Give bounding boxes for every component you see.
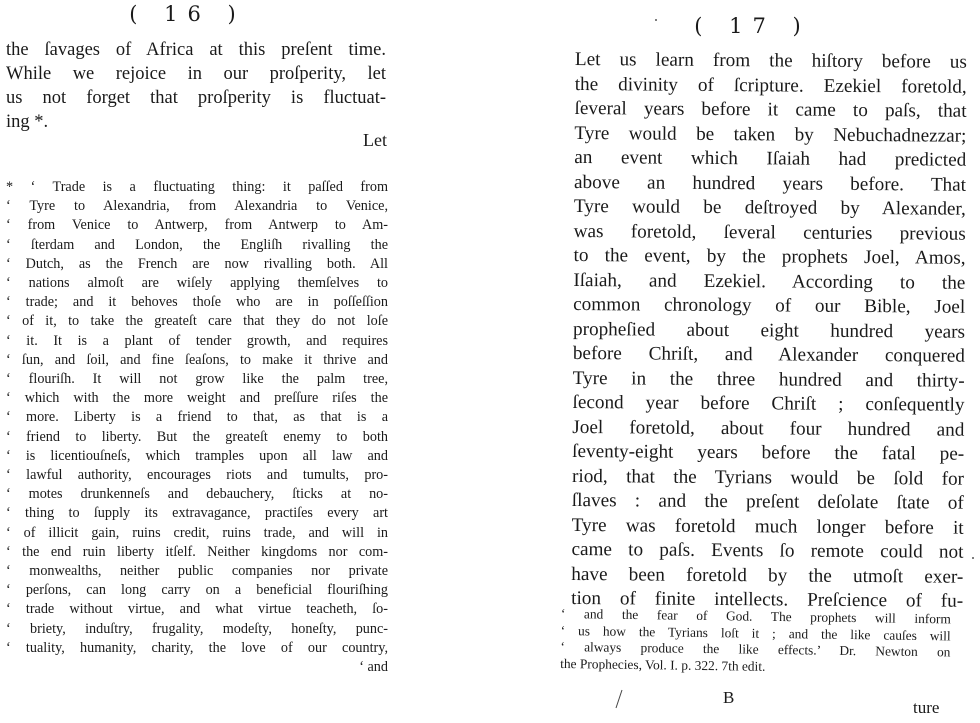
text-line: have been foretold by the utmoſt exer-: [571, 563, 964, 588]
left-footnote: [6, 178, 388, 677]
footnote-line: ‘ from Venice to Antwerp, from Antwerp to Am-: [6, 217, 388, 234]
ink-dot: [972, 557, 974, 559]
text-line: Joel foretold, about four hundred and: [572, 416, 965, 441]
footnote-line: ‘ of illicit gain, ruins credit, ruins trade, and will in: [6, 524, 388, 541]
footnote-line: ‘ flouriſh. It will not grow like the palm tree,: [6, 371, 388, 388]
text-line: propheſied about eight hundred years: [572, 318, 966, 343]
footnote-line: ‘ perſons, can long carry on a beneficial flouriſhing: [6, 582, 388, 599]
text-line: Tyre would be taken by Nebuchadnezzar;: [574, 122, 967, 147]
footnote-line: ‘ motes drunkenneſs and debauchery, ſticks at no-: [6, 486, 388, 503]
right-page: [560, 0, 970, 723]
signature-mark: B: [723, 688, 735, 707]
footnote-line: ‘ Dutch, as the French are now rivalling both. All: [6, 255, 388, 272]
footnote-line: ‘ is licentiouſneſs, which tramples upon all law and: [6, 447, 388, 464]
footnote-line: ‘ Tyre to Alexandria, from Alexandria to Venice,: [6, 198, 388, 215]
right-main-text: [571, 48, 967, 614]
text-line: ſeveral years before it came to paſs, that: [574, 97, 967, 122]
right-page-number: ( 17 ): [694, 14, 811, 38]
text-line: ſlaves : and the preſent deſolate ſtate of: [571, 489, 964, 514]
text-line: us not forget that proſperity is fluctuat-: [6, 88, 386, 108]
text-line: was foretold, ſeveral centuries previous: [573, 220, 966, 245]
footnote-line: ‘ trade without virtue, and what virtue teacheth, ſo-: [6, 601, 388, 618]
text-line: an event which Iſaiah had predicted: [574, 146, 967, 171]
left-page-number: ( 16 ): [129, 2, 246, 26]
text-line: tion of finite intellects. Preſcience of fu-: [571, 587, 964, 612]
footnote-line: ‘ friend to liberty. But the greateſt enemy to both: [6, 428, 388, 445]
footnote-line: ‘ and the fear of God. The prophets will inform: [560, 606, 951, 627]
text-line: While we rejoice in our proſperity, let: [6, 64, 386, 84]
footnote-line: ‘ always produce the like effects.’ Dr. Newton on: [560, 638, 951, 660]
text-line: the ſavages of Africa at this preſent time.: [6, 40, 386, 60]
text-line: ſecond year before Chriſt ; conſequently: [572, 391, 965, 416]
footnote-line: ‘ trade; and it behoves thoſe who are in poſſeſſion: [6, 294, 388, 311]
text-line: Tyre was foretold much longer before it: [571, 514, 964, 539]
footnote-line: ‘ lawful authority, encourages riots and tumults, pro-: [6, 467, 388, 484]
text-line: Tyre in the three hundred and thirty-: [572, 367, 965, 392]
footnote-line: ‘ us how the Tyrians loſt it ; and the like cauſes will: [560, 622, 951, 643]
text-line: before Chriſt, and Alexander conquered: [572, 342, 965, 367]
footnote-line: ‘ more. Liberty is a friend to that, as that is a: [6, 409, 388, 426]
right-catchword: ture: [913, 698, 940, 717]
left-page: [0, 0, 395, 723]
footnote-line: ‘ it. It is a plant of tender growth, and requires: [6, 332, 388, 349]
right-footnote: [560, 606, 951, 677]
text-line: ing *.: [6, 112, 49, 132]
footnote-line: * ‘ Trade is a fluctuating thing: it paſſed from: [6, 179, 388, 195]
text-line: above an hundred years before. That: [573, 171, 967, 196]
text-line: Let us learn from the hiſtory before us: [574, 48, 967, 73]
footnote-line: ‘ briety, induſtry, frugality, modeſty, honeſty, punc-: [6, 620, 388, 637]
footnote-catchword: ‘ and: [359, 659, 388, 676]
footnote-line: ‘ ſterdam and London, the Engliſh rivalling the: [6, 236, 388, 253]
text-line: riod, that the Tyrians would be ſold for: [571, 465, 965, 490]
left-catchword: Let: [363, 130, 387, 150]
footnote-line: ‘ ſun, and ſoil, and fine ſeaſons, to make it thrive and: [6, 351, 388, 368]
left-main-text: [6, 38, 386, 134]
footnote-line: ‘ nations almoſt are wiſely applying themſelves to: [6, 275, 388, 292]
footnote-line: ‘ the end ruin liberty itſelf. Neither kingdoms nor com-: [6, 543, 388, 560]
text-line: common chronology of our Bible, Joel: [573, 293, 966, 318]
footnote-line: ‘ which with the more weight and preſſure riſes the: [6, 390, 388, 407]
footnote-line: ‘ tuality, humanity, charity, the love of our country,: [6, 639, 388, 656]
footnote-line: ‘ monwealths, neither public companies nor private: [6, 563, 388, 580]
text-line: the divinity of ſcripture. Ezekiel foretold,: [574, 73, 967, 98]
text-line: Tyre would be deſtroyed by Alexander,: [573, 195, 966, 220]
footnote-line: the Prophecies, Vol. I. p. 322. 7th edit.: [560, 655, 766, 674]
text-line: ſeventy-eight years before the fatal pe-: [572, 440, 965, 465]
text-line: came to paſs. Events ſo remote could not: [571, 538, 964, 563]
footnote-line: ‘ thing to ſupply its extravagance, practiſes every art: [6, 505, 388, 522]
footnote-line: ‘ of it, to take the greateſt care that they do not loſe: [6, 313, 388, 330]
text-line: Iſaiah, and Ezekiel. According to the: [573, 269, 966, 294]
text-line: to the event, by the prophets Joel, Amos,: [573, 244, 966, 269]
